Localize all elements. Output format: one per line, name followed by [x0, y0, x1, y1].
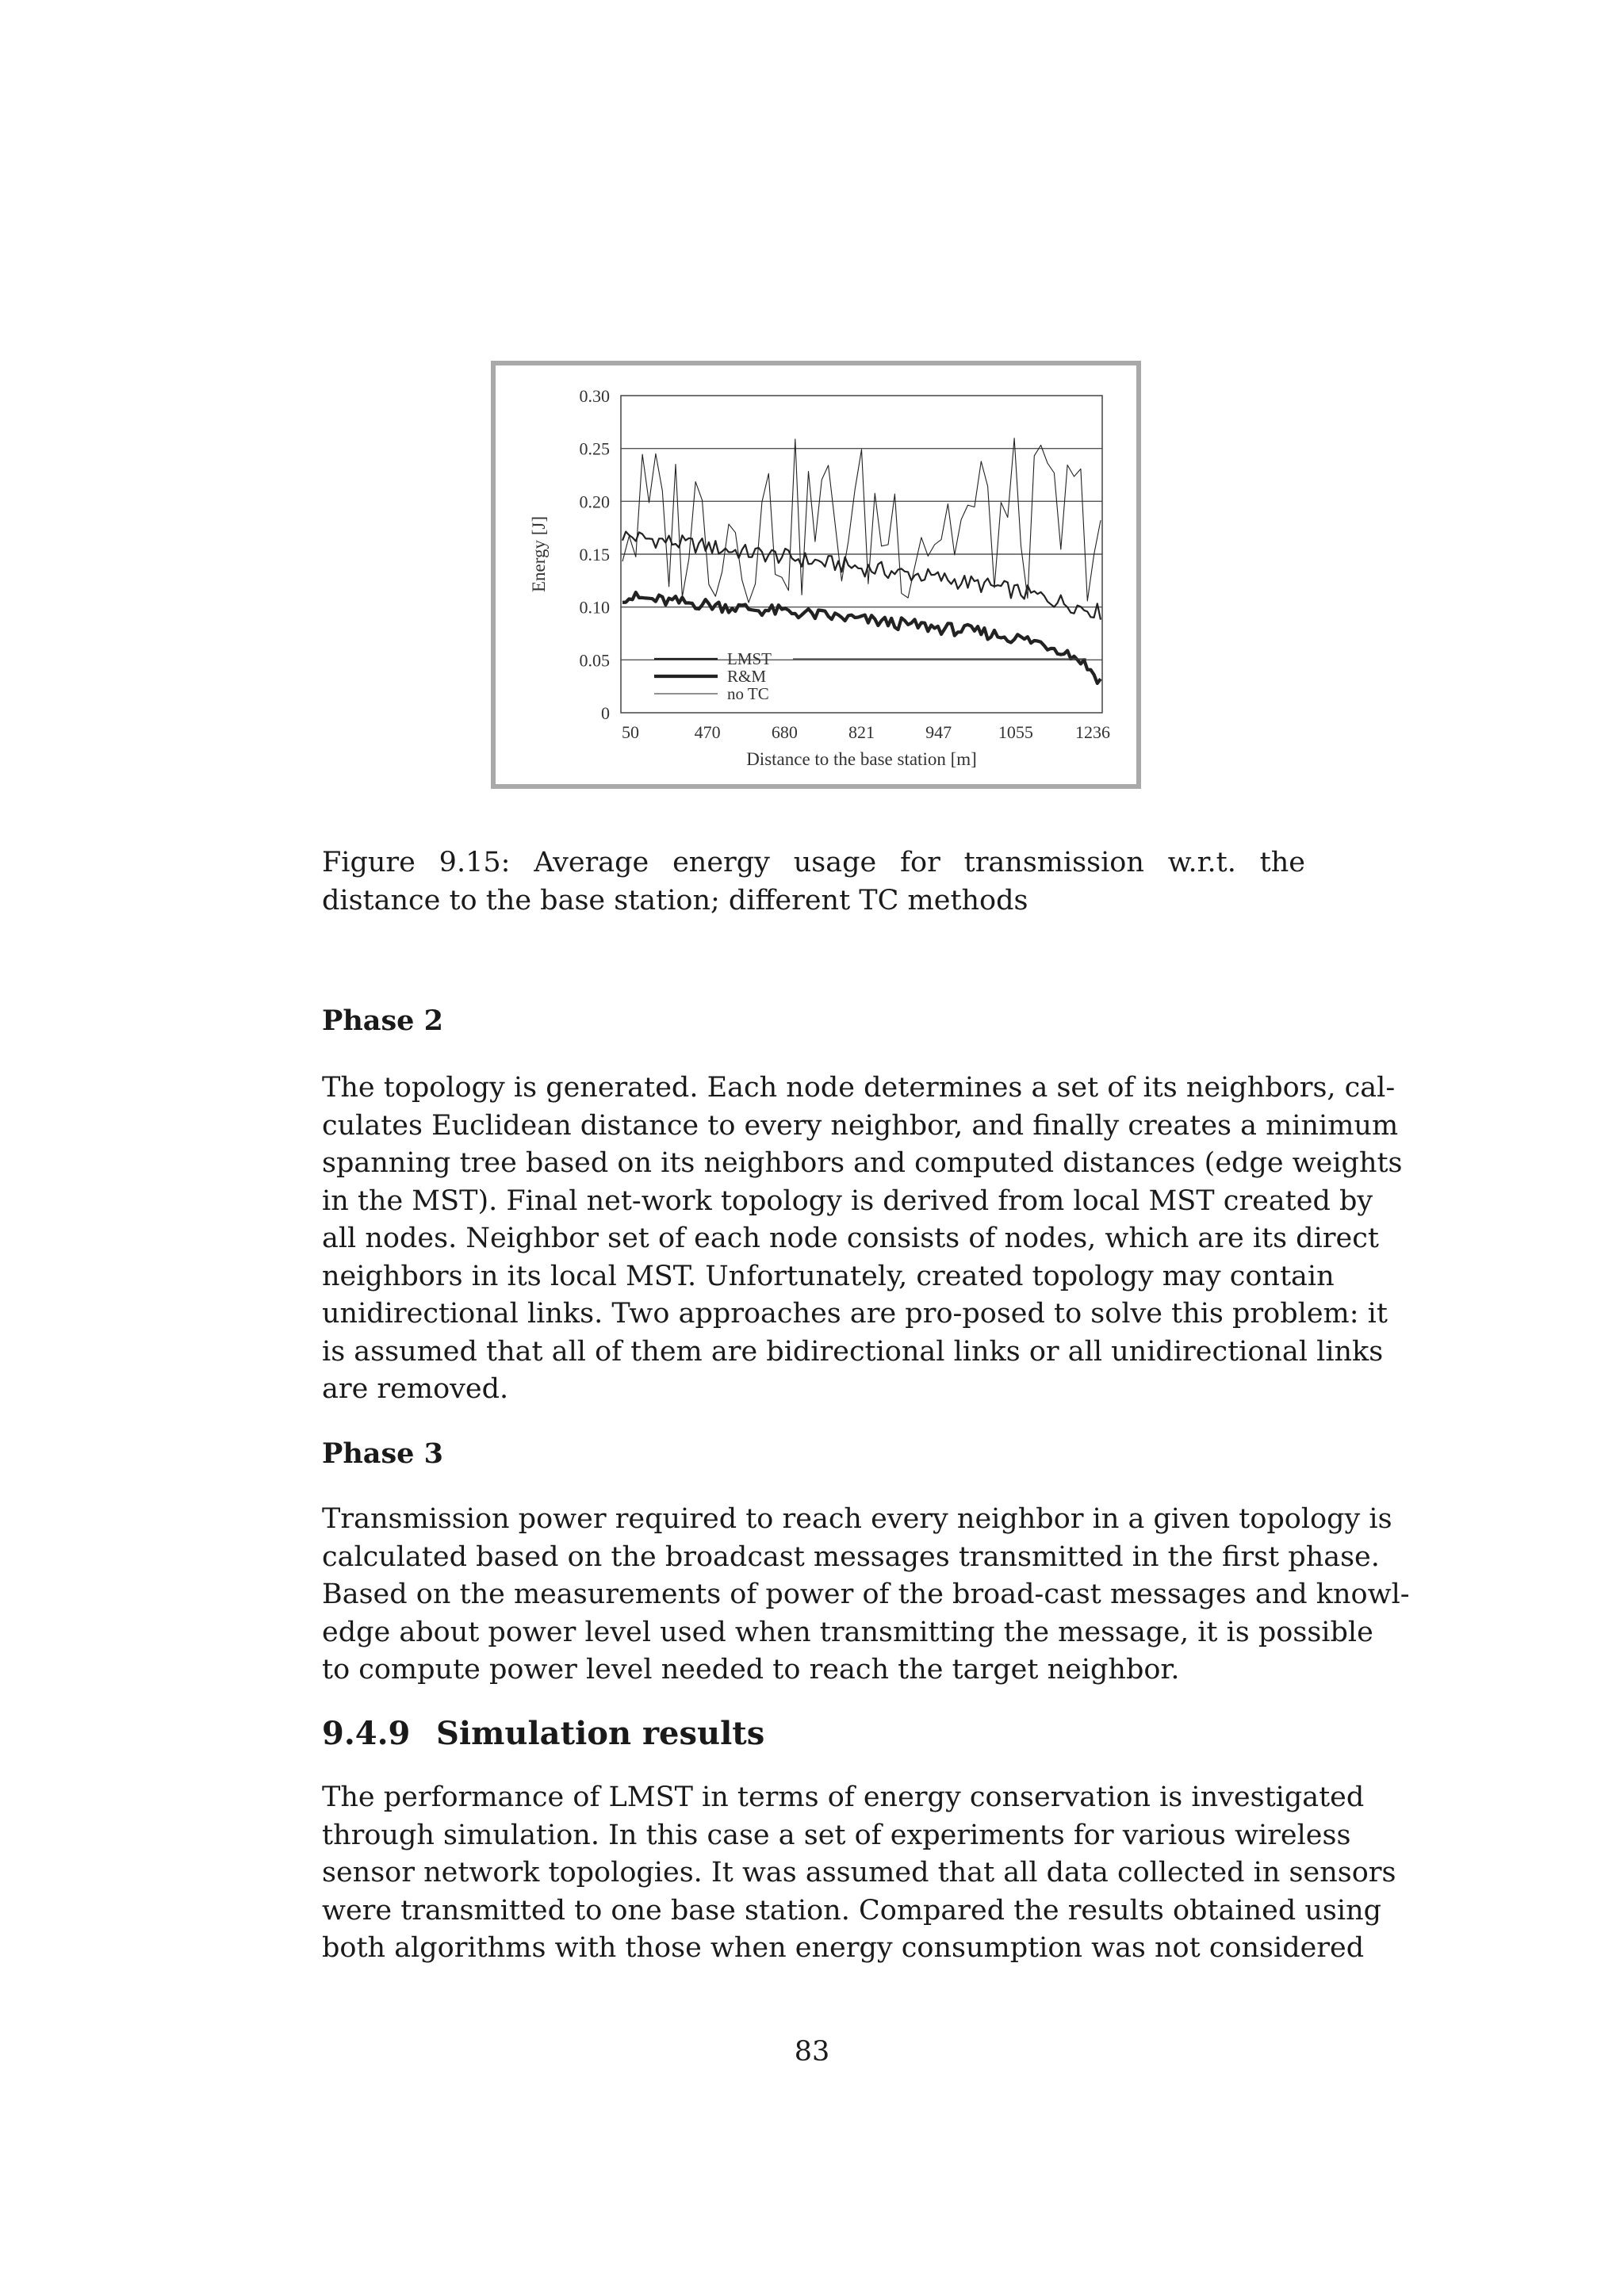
text-line: were transmitted to one base station. Compared the results obtained using — [322, 1894, 1382, 1927]
y-tick-label: 0.05 — [579, 650, 610, 671]
energy-chart — [496, 365, 1136, 784]
phase2-paragraph — [322, 1070, 1403, 1409]
x-tick-label: 680 — [771, 722, 798, 742]
y-tick-label: 0.20 — [579, 492, 610, 512]
text-line: Based on the measurements of power of the broad-cast messages and knowl- — [322, 1578, 1410, 1610]
section-title-text: Simulation results — [436, 1715, 765, 1752]
text-line: The performance of LMST in terms of energy conservation is investigated — [322, 1781, 1365, 1813]
text-line: unidirectional links. Two approaches are pro-posed to solve this problem: it — [322, 1298, 1388, 1330]
legend-label: no TC — [727, 684, 769, 703]
y-tick-label: 0 — [601, 703, 610, 723]
y-tick-label: 0.15 — [579, 545, 610, 564]
x-tick-label: 470 — [694, 722, 721, 742]
text-line: all nodes. Neighbor set of each node consists of nodes, which are its direct — [322, 1223, 1379, 1254]
legend-label: R&M — [727, 667, 767, 686]
x-tick-label: 821 — [848, 722, 875, 742]
text-line: culates Euclidean distance to every neighbor, and finally creates a minimum — [322, 1109, 1399, 1142]
text-line: The topology is generated. Each node determines a set of its neighbors, cal- — [322, 1072, 1396, 1104]
text-line: Transmission power required to reach every neighbor in a given topology is — [322, 1503, 1392, 1535]
phase3-paragraph — [322, 1501, 1410, 1689]
y-axis-label: Energy [J] — [529, 515, 549, 593]
x-tick-label: 947 — [925, 722, 952, 742]
series-line-thin — [622, 438, 1101, 603]
text-line: neighbors in its local MST. Unfortunately, created topology may contain — [322, 1260, 1335, 1292]
section-paragraph — [322, 1779, 1396, 1968]
y-tick-label: 0.30 — [579, 386, 610, 406]
series-line-thick — [622, 592, 1101, 683]
section-title — [322, 1715, 764, 1752]
figure-frame — [491, 361, 1141, 789]
x-tick-label: 50 — [622, 722, 639, 742]
text-line: calculated based on the broadcast messages transmitted in the first phase. — [322, 1540, 1380, 1573]
y-tick-label: 0.25 — [579, 438, 610, 459]
text-line: through simulation. In this case a set of experiments for various wireless — [322, 1819, 1351, 1851]
text-line: are removed. — [322, 1373, 509, 1405]
text-line: to compute power level needed to reach the target neighbor. — [322, 1654, 1180, 1686]
x-tick-label: 1055 — [998, 722, 1033, 742]
text-line: sensor network topologies. It was assumed that all data collected in sensors — [322, 1857, 1396, 1888]
page-number: 83 — [794, 2036, 830, 2068]
text-line: spanning tree based on its neighbors and computed distances (edge weights — [322, 1147, 1403, 1179]
phase3-heading: Phase 3 — [322, 1437, 443, 1470]
section-number: 9.4.9 — [322, 1715, 411, 1752]
figure-caption: Figure 9.15: Average energy usage for transmission w.r.t. the distance to the base station; different TC methods — [322, 847, 1305, 916]
legend-label: LMST — [727, 649, 772, 668]
x-axis-label: Distance to the base station [m] — [746, 749, 977, 769]
phase2-heading: Phase 2 — [322, 1004, 443, 1037]
text-line: both algorithms with those when energy consumption was not considered — [322, 1932, 1365, 1964]
text-line: edge about power level used when transmitting the message, it is possible — [322, 1616, 1373, 1648]
text-line: is assumed that all of them are bidirectional links or all unidirectional links — [322, 1335, 1384, 1368]
x-tick-label: 1236 — [1075, 722, 1110, 742]
y-tick-label: 0.10 — [579, 597, 610, 618]
text-line: in the MST). Final net-work topology is derived from local MST created by — [322, 1184, 1373, 1217]
